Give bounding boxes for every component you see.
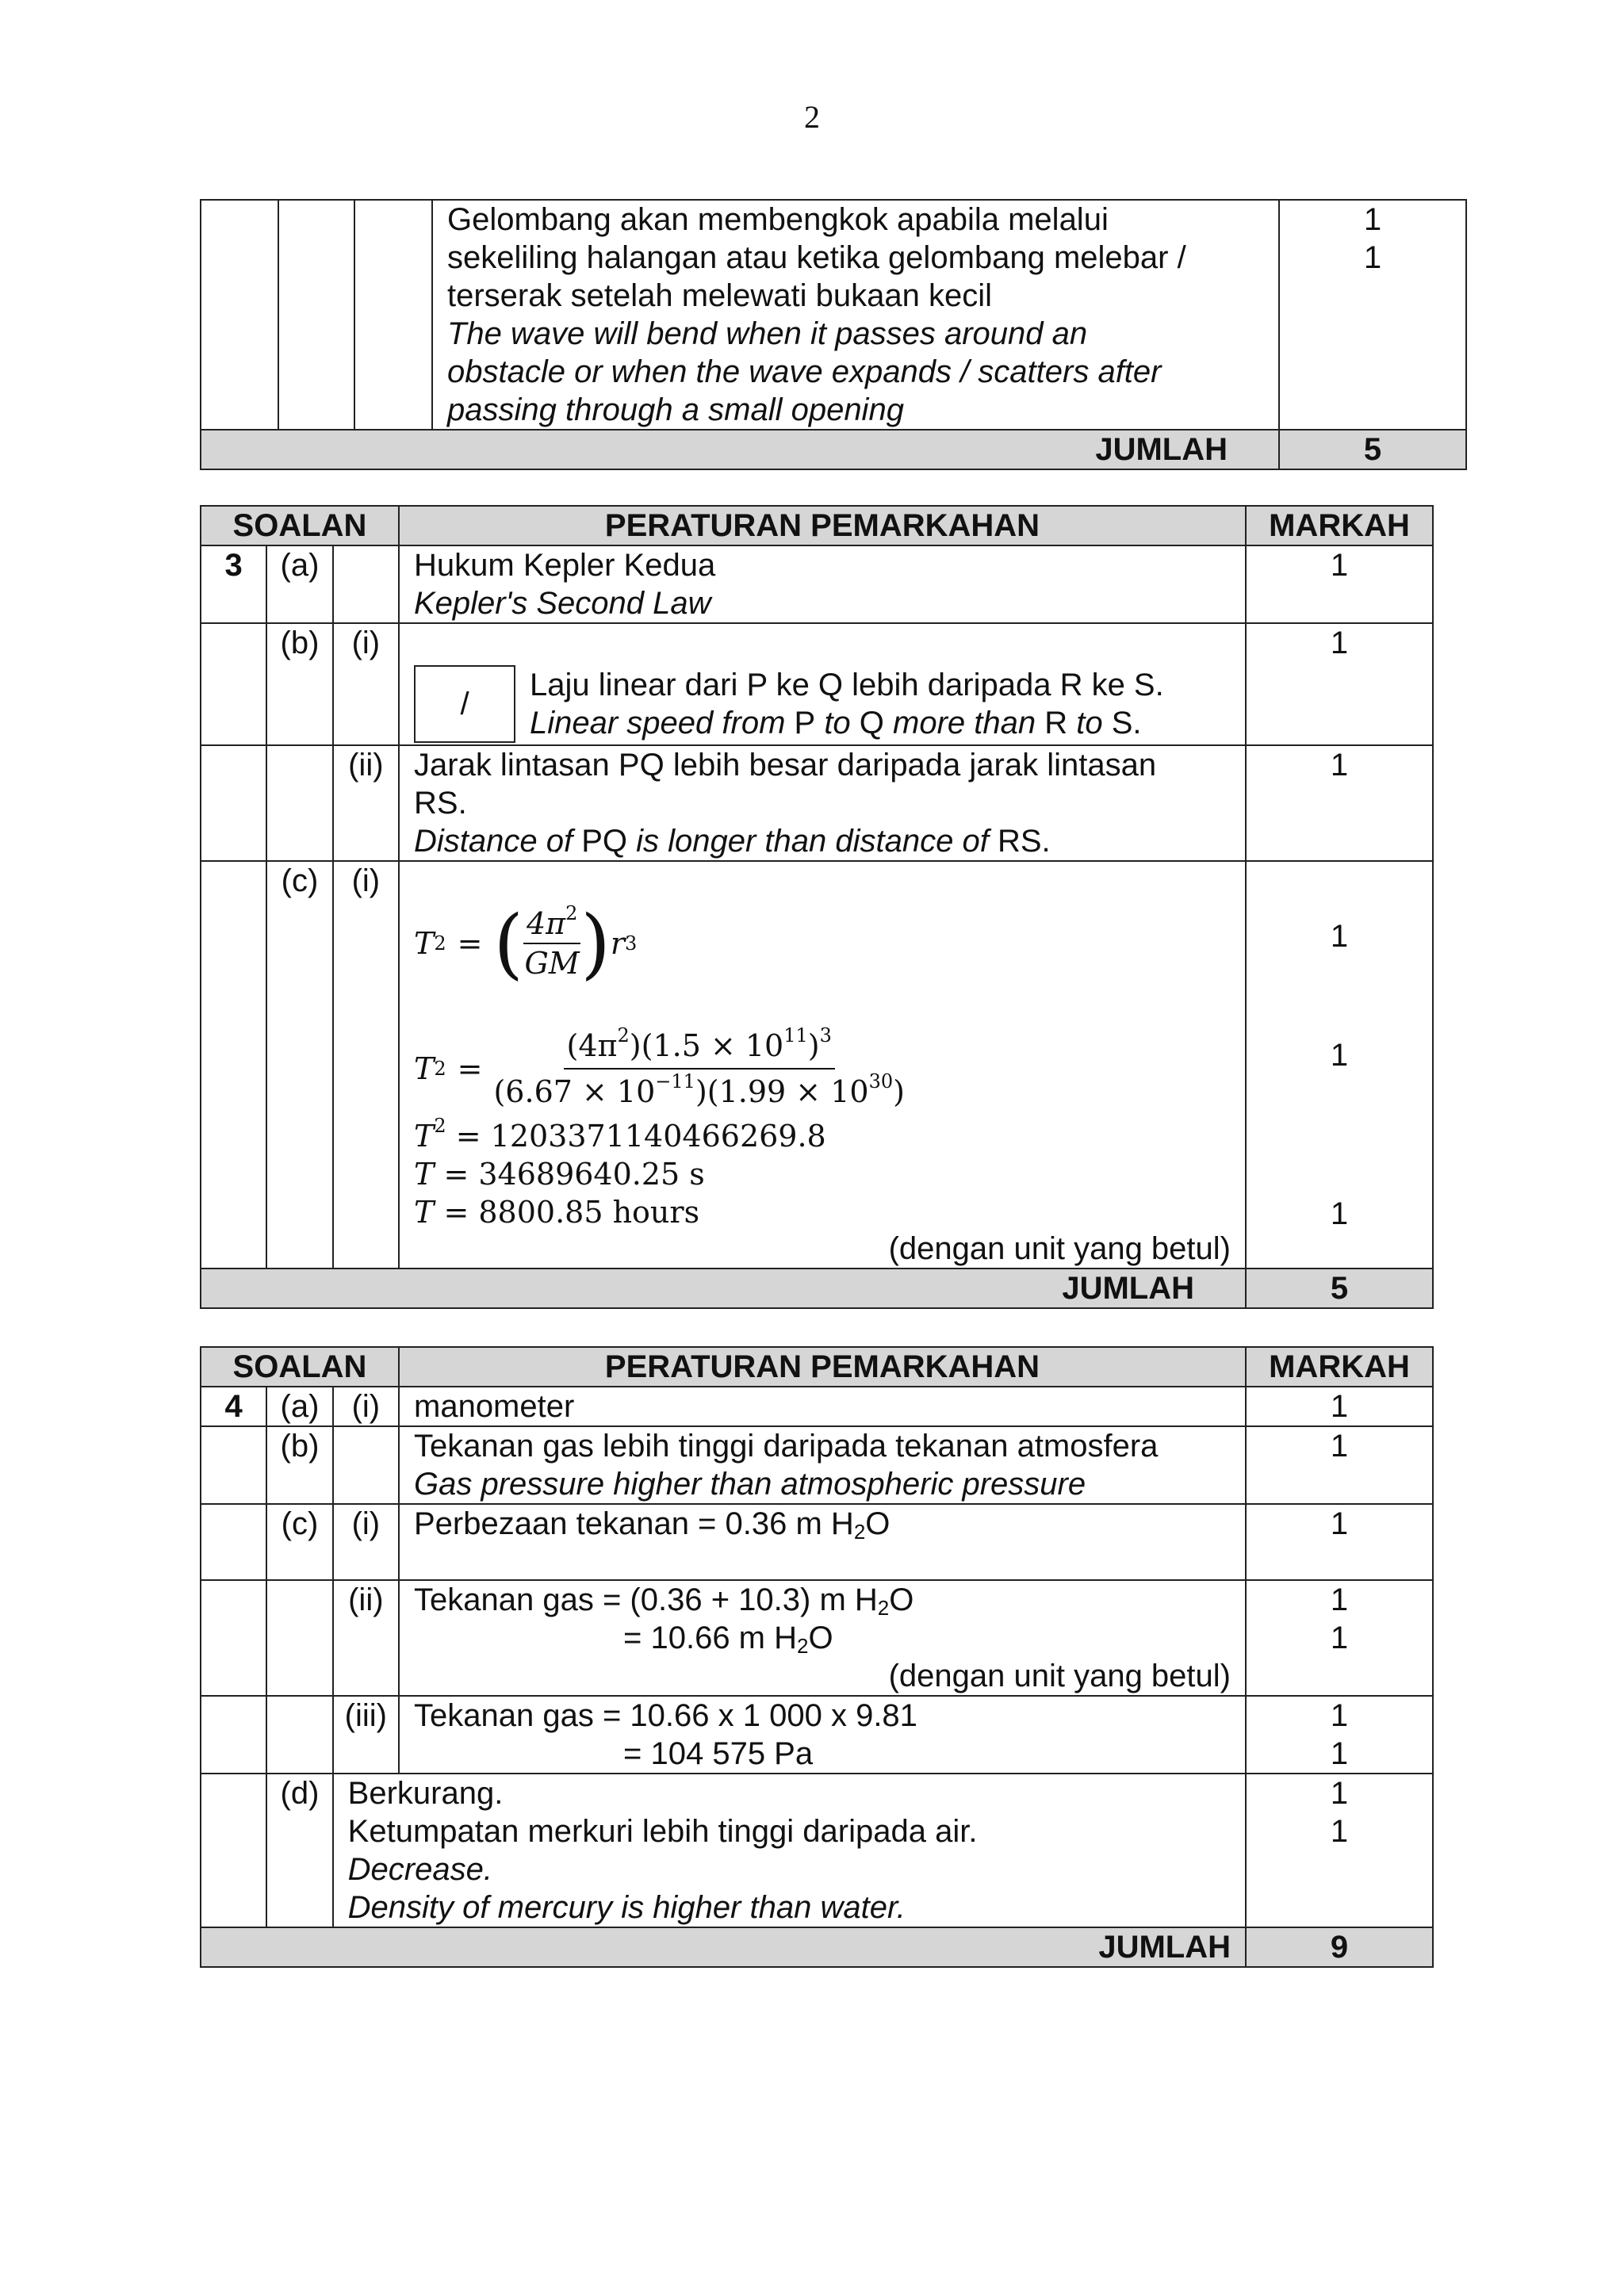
- text-part: PQ: [581, 824, 628, 859]
- header-markah: MARKAH: [1246, 506, 1433, 545]
- mark-value: 1: [1246, 745, 1433, 861]
- header-row: [201, 1347, 1433, 1387]
- part-label: (c): [266, 1504, 332, 1580]
- text-part: R: [1044, 706, 1068, 740]
- math-part: ): [893, 1074, 905, 1109]
- total-value: 5: [1246, 1269, 1433, 1308]
- math-symbol: r: [610, 926, 625, 961]
- text-part: 2: [877, 1596, 890, 1620]
- total-row: [201, 1269, 1433, 1308]
- equation-t-seconds: T = 34689640.25 s: [414, 1157, 705, 1192]
- answer-cell: manometer: [399, 1387, 1246, 1426]
- tick-answer: [414, 665, 1231, 743]
- answer-cell: [399, 1580, 1246, 1696]
- page-number: 2: [804, 99, 820, 135]
- math-part: ): [807, 1028, 820, 1063]
- mark-value: 1: [1330, 1582, 1349, 1617]
- text-part: O: [889, 1582, 914, 1617]
- unit-note: (dengan unit yang betul): [888, 1659, 1231, 1693]
- part-label: (d): [266, 1774, 332, 1927]
- math-symbol: T: [414, 926, 435, 961]
- math-part: (4π: [566, 1028, 618, 1063]
- mark-value: 1: [1330, 1196, 1349, 1231]
- answer-line: terserak setelah melewati bukaan kecil: [447, 278, 993, 313]
- mark-value: 1: [1330, 1776, 1349, 1811]
- header-peraturan: PERATURAN PEMARKAHAN: [399, 506, 1246, 545]
- mark-value: 1: [1246, 1426, 1433, 1504]
- text-part: is longer than distance of: [627, 824, 998, 859]
- equation-t-squared: $T^2 = 1203371140466269.8$: [414, 1115, 826, 1154]
- total-label: JUMLAH: [201, 1269, 1246, 1308]
- text-part: Q: [859, 706, 884, 740]
- answer-line: Gelombang akan membengkok apabila melalui: [447, 202, 1109, 237]
- answer-line-english: obstacle or when the wave expands / scatters after: [447, 354, 1162, 389]
- math-part: (6.67 × 10: [493, 1074, 656, 1109]
- text-part: Distance of: [414, 824, 582, 859]
- answer-cell: [399, 545, 1246, 623]
- text-part: 2: [797, 1634, 809, 1658]
- math-part: )(1.5 × 10: [629, 1028, 784, 1063]
- tick-box: /: [414, 665, 515, 743]
- equation-t-hours: T = 8800.85 hours: [414, 1195, 700, 1230]
- text-part: Tekanan gas = (0.36 + 10.3) m H: [414, 1582, 878, 1617]
- mark-cell: [1246, 1580, 1433, 1696]
- header-soalan: SOALAN: [201, 1347, 399, 1387]
- answer-line-english: Density of mercury is higher than water.: [347, 1890, 906, 1925]
- fraction: $\frac{(4\pi^2)(1.5 \times 10^{11})^3}{(6.67 \times 10^{-11})(1.99 \times 10^{30})}$: [493, 1024, 905, 1109]
- table-row: [201, 1426, 1433, 1504]
- unit-note: (dengan unit yang betul): [888, 1231, 1231, 1266]
- table-row: [201, 545, 1433, 623]
- text-part: O: [808, 1621, 833, 1655]
- part-label: (a): [266, 545, 332, 623]
- header-markah: MARKAH: [1246, 1347, 1433, 1387]
- answer-line: Tekanan gas lebih tinggi daripada tekanan atmosfera: [414, 1429, 1159, 1464]
- table-row: [201, 1580, 1433, 1696]
- answer-line: Jarak lintasan PQ lebih besar daripada jarak lintasan: [414, 748, 1157, 783]
- total-row: [201, 1927, 1433, 1967]
- mark-value: 1: [1246, 1504, 1433, 1580]
- mark-value: 1: [1330, 1038, 1349, 1073]
- mark-value: 1: [1363, 202, 1382, 237]
- header-row: [201, 506, 1433, 545]
- math-part: 1203371140466269.8: [490, 1119, 826, 1154]
- q2-tail-table: [200, 199, 1467, 470]
- answer-line: Berkurang.: [347, 1776, 504, 1811]
- answer-cell: [399, 745, 1246, 861]
- mark-value: 1: [1246, 545, 1433, 623]
- math-part: 34689640.25 s: [478, 1157, 705, 1192]
- text-part: Perbezaan tekanan = 0.36 m H: [414, 1506, 854, 1541]
- text-part: to: [815, 706, 860, 740]
- table-row: [201, 1504, 1433, 1580]
- mark-value: 1: [1330, 1736, 1349, 1771]
- mark-value: 1: [1363, 240, 1382, 275]
- answer-cell: [333, 1774, 1246, 1927]
- text-part: = 10.66 m H: [623, 1621, 798, 1655]
- subpart-label: (i): [333, 1504, 399, 1580]
- answer-cell: [399, 1504, 1246, 1580]
- subpart-label: (ii): [333, 745, 399, 861]
- part-label: (c): [266, 861, 332, 1269]
- answer-line: = 104 575 Pa: [623, 1736, 814, 1771]
- part-label: (a): [266, 1387, 332, 1426]
- mark-value: 1: [1246, 1387, 1433, 1426]
- header-peraturan: PERATURAN PEMARKAHAN: [399, 1347, 1246, 1387]
- subpart-label: (i): [333, 623, 399, 745]
- text-part: P: [794, 706, 816, 740]
- text-part: S.: [1111, 706, 1142, 740]
- mark-value: 1: [1330, 1621, 1349, 1655]
- math-part: 11: [783, 1024, 808, 1047]
- answer-line: Ketumpatan merkuri lebih tinggi daripada air.: [347, 1814, 978, 1849]
- answer-line-english: [530, 704, 1164, 742]
- question-number: 4: [201, 1387, 266, 1426]
- total-label: JUMLAH: [201, 430, 1279, 469]
- mark-cell: [1246, 861, 1433, 1269]
- math-part: )(1.99 × 10: [695, 1074, 869, 1109]
- mark-cell: [1246, 1696, 1433, 1774]
- answer-line-english: The wave will bend when it passes around an: [447, 316, 1088, 351]
- answer-cell: [399, 1426, 1246, 1504]
- math-part: −11: [655, 1070, 695, 1093]
- table-row: [201, 745, 1433, 861]
- header-soalan: SOALAN: [201, 506, 399, 545]
- answer-cell: [399, 861, 1246, 1269]
- total-value: 9: [1246, 1927, 1433, 1967]
- question-number: 3: [201, 545, 266, 623]
- mark-cell: [1279, 200, 1466, 430]
- total-row: [201, 430, 1466, 469]
- total-label: JUMLAH: [201, 1927, 1246, 1967]
- text-part: to: [1067, 706, 1112, 740]
- q3-table: [200, 505, 1434, 1309]
- mark-value: 1: [1330, 1698, 1349, 1733]
- answer-line-english: passing through a small opening: [447, 392, 904, 427]
- text-part: O: [865, 1506, 891, 1541]
- answer-line: [414, 1581, 1231, 1619]
- mark-cell: [1246, 1774, 1433, 1927]
- answer-line-english: Decrease.: [347, 1852, 492, 1887]
- subpart-label: (i): [333, 1387, 399, 1426]
- mark-value: 1: [1330, 1814, 1349, 1849]
- table-row: [201, 200, 1466, 430]
- answer-line: Tekanan gas = 10.66 x 1 000 x 9.81: [414, 1698, 917, 1733]
- table-row: [201, 1387, 1433, 1426]
- text-part: RS.: [997, 824, 1051, 859]
- subpart-label: (i): [333, 861, 399, 1269]
- answer-line: [414, 1619, 1231, 1657]
- math-part: 8800.85 hours: [478, 1195, 700, 1230]
- subpart-label: (iii): [333, 1696, 399, 1774]
- table-row: [201, 1774, 1433, 1927]
- q4-table: [200, 1346, 1434, 1968]
- table-row: [201, 1696, 1433, 1774]
- part-label: (b): [266, 1426, 332, 1504]
- math-symbol: GM: [524, 946, 580, 981]
- answer-line-english: Kepler's Second Law: [414, 586, 711, 621]
- mark-value: 1: [1246, 623, 1433, 745]
- equation-substitution: T 2 = $\frac{(4\pi^2)(1.5 \times 10^{11})^3}{(6.67 \times 10^{-11})(1.99 \times 10^{30})}$: [414, 1024, 905, 1109]
- math-symbol: 4π: [526, 906, 566, 941]
- text-part: Linear speed from: [530, 706, 795, 740]
- answer-line: Laju linear dari P ke Q lebih daripada R ke S.: [530, 668, 1164, 702]
- math-part: 30: [868, 1070, 894, 1093]
- answer-cell: [399, 1696, 1246, 1774]
- total-value: 5: [1279, 430, 1466, 469]
- equation-kepler: T 2 = ( $\frac{4\pi^2}{GM}$ ) r 3: [414, 899, 638, 988]
- subpart-label: (ii): [333, 1580, 399, 1696]
- fraction: $\frac{4\pi^2}{GM}$: [524, 902, 580, 981]
- answer-line: RS.: [414, 786, 467, 821]
- table-row: [201, 861, 1433, 1269]
- answer-line: Hukum Kepler Kedua: [414, 548, 716, 583]
- answer-line: sekeliling halangan atau ketika gelombang melebar /: [447, 240, 1186, 275]
- answer-line-english: [414, 822, 1231, 860]
- mark-value: 1: [1330, 919, 1349, 954]
- answer-line-english: Gas pressure higher than atmospheric pressure: [414, 1467, 1086, 1502]
- answer-cell: [399, 623, 1246, 745]
- text-part: more than: [883, 706, 1045, 740]
- table-row: [201, 623, 1433, 745]
- part-label: (b): [266, 623, 332, 745]
- text-part: 2: [853, 1520, 866, 1544]
- answer-cell: [432, 200, 1279, 430]
